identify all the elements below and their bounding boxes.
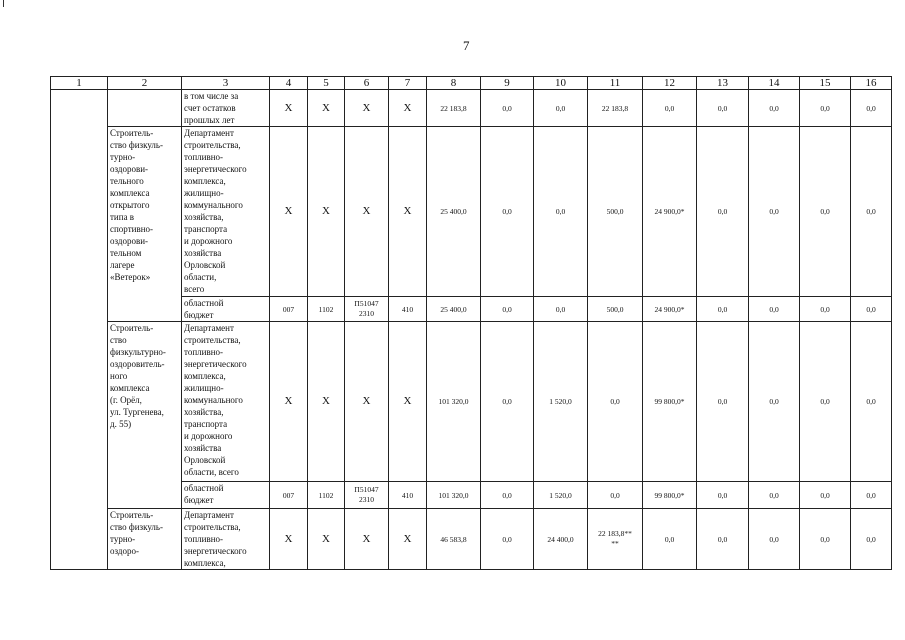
col13-cell: 0,0	[697, 297, 749, 322]
col4-cell: 007	[270, 482, 308, 509]
col11-cell: 0,0	[588, 482, 643, 509]
col14-cell: 0,0	[749, 482, 800, 509]
col15-cell: 0,0	[800, 482, 851, 509]
col9-cell: 0,0	[481, 90, 534, 127]
header-cell: 13	[697, 77, 749, 90]
col10-cell: 0,0	[534, 127, 588, 297]
col6-cell: X	[345, 322, 389, 482]
col10-cell: 1 520,0	[534, 482, 588, 509]
col11-cell: 22 183,8	[588, 90, 643, 127]
col5-cell: X	[308, 127, 345, 297]
header-cell: 3	[182, 77, 270, 90]
col13-cell: 0,0	[697, 482, 749, 509]
page-number: 7	[463, 38, 470, 53]
col9-cell: 0,0	[481, 322, 534, 482]
header-cell: 12	[643, 77, 697, 90]
col12-cell: 24 900,0*	[643, 127, 697, 297]
table-row	[51, 127, 892, 297]
col7-cell: 410	[389, 482, 427, 509]
col13-cell: 0,0	[697, 127, 749, 297]
col16-cell: 0,0	[851, 127, 892, 297]
col13-cell: 0,0	[697, 322, 749, 482]
col10-cell: 0,0	[534, 90, 588, 127]
header-cell: 7	[389, 77, 427, 90]
col6-cell: П51047 2310	[345, 297, 389, 322]
col16-cell: 0,0	[851, 297, 892, 322]
header-cell: 11	[588, 77, 643, 90]
col10-cell: 24 400,0	[534, 509, 588, 570]
budget-table	[50, 76, 892, 570]
col9-cell: 0,0	[481, 482, 534, 509]
header-cell: 15	[800, 77, 851, 90]
col15-cell: 0,0	[800, 127, 851, 297]
col9-cell: 0,0	[481, 509, 534, 570]
col4-cell: X	[270, 509, 308, 570]
col7-cell: X	[389, 127, 427, 297]
col4-cell: X	[270, 90, 308, 127]
object-cell: Строитель- ство физкультурно- оздоровитель- ного комплекса (г. Орёл, ул. Тургенева, д. 55)	[108, 322, 182, 509]
col1-cell	[51, 90, 108, 570]
col5-cell: X	[308, 322, 345, 482]
col11-cell: 0,0	[588, 322, 643, 482]
col16-cell: 0,0	[851, 90, 892, 127]
table-row	[51, 509, 892, 570]
col9-cell: 0,0	[481, 127, 534, 297]
col15-cell: 0,0	[800, 297, 851, 322]
corner-mark	[3, 0, 4, 7]
header-cell: 10	[534, 77, 588, 90]
col10-cell: 1 520,0	[534, 322, 588, 482]
header-row	[51, 77, 892, 90]
header-cell: 9	[481, 77, 534, 90]
object-cell	[108, 90, 182, 127]
description-cell: областной бюджет	[182, 482, 270, 509]
col12-cell: 99 800,0*	[643, 322, 697, 482]
col15-cell: 0,0	[800, 90, 851, 127]
col6-cell: П51047 2310	[345, 482, 389, 509]
col12-cell: 0,0	[643, 509, 697, 570]
col16-cell: 0,0	[851, 322, 892, 482]
col16-cell: 0,0	[851, 482, 892, 509]
header-cell: 4	[270, 77, 308, 90]
col8-cell: 46 583,8	[427, 509, 481, 570]
col14-cell: 0,0	[749, 127, 800, 297]
header-cell: 2	[108, 77, 182, 90]
col7-cell: 410	[389, 297, 427, 322]
object-cell: Строитель- ство физкуль- турно- оздоро-	[108, 509, 182, 570]
header-cell: 8	[427, 77, 481, 90]
col12-cell: 24 900,0*	[643, 297, 697, 322]
description-cell: Департамент строительства, топливно- энергетического комплекса, жилищно- коммунального хозяйства, транспорта и дорожного хозяйства Орловской области, всего	[182, 322, 270, 482]
object-cell: Строитель- ство физкуль- турно- оздорови- тельного комплекса открытого типа в спортивно- оздорови- тельном лагере «Ветерок»	[108, 127, 182, 322]
col5-cell: X	[308, 509, 345, 570]
col7-cell: X	[389, 322, 427, 482]
col9-cell: 0,0	[481, 297, 534, 322]
col13-cell: 0,0	[697, 90, 749, 127]
col15-cell: 0,0	[800, 322, 851, 482]
header-cell: 14	[749, 77, 800, 90]
col8-cell: 25 400,0	[427, 297, 481, 322]
col6-cell: X	[345, 509, 389, 570]
col5-cell: X	[308, 90, 345, 127]
col7-cell: X	[389, 90, 427, 127]
col5-cell: 1102	[308, 297, 345, 322]
col12-cell: 99 800,0*	[643, 482, 697, 509]
col12-cell: 0,0	[643, 90, 697, 127]
col15-cell: 0,0	[800, 509, 851, 570]
table-row	[51, 90, 892, 127]
description-cell: в том числе за счет остатков прошлых лет	[182, 90, 270, 127]
col7-cell: X	[389, 509, 427, 570]
col14-cell: 0,0	[749, 90, 800, 127]
col11-cell: 22 183,8** **	[588, 509, 643, 570]
col8-cell: 22 183,8	[427, 90, 481, 127]
col4-cell: 007	[270, 297, 308, 322]
header-cell: 1	[51, 77, 108, 90]
col8-cell: 25 400,0	[427, 127, 481, 297]
col11-cell: 500,0	[588, 127, 643, 297]
col13-cell: 0,0	[697, 509, 749, 570]
header-cell: 6	[345, 77, 389, 90]
table-row	[51, 322, 892, 482]
col4-cell: X	[270, 322, 308, 482]
col10-cell: 0,0	[534, 297, 588, 322]
col16-cell: 0,0	[851, 509, 892, 570]
col11-cell: 500,0	[588, 297, 643, 322]
col5-cell: 1102	[308, 482, 345, 509]
description-cell: Департамент строительства, топливно- энергетического комплекса, жилищно- коммунального хозяйства, транспорта и дорожного хозяйства Орловской области, всего	[182, 127, 270, 297]
header-cell: 16	[851, 77, 892, 90]
col8-cell: 101 320,0	[427, 322, 481, 482]
col6-cell: X	[345, 90, 389, 127]
col8-cell: 101 320,0	[427, 482, 481, 509]
description-cell: областной бюджет	[182, 297, 270, 322]
description-cell: Департамент строительства, топливно- энергетического комплекса,	[182, 509, 270, 570]
col6-cell: X	[345, 127, 389, 297]
col14-cell: 0,0	[749, 509, 800, 570]
header-cell: 5	[308, 77, 345, 90]
col4-cell: X	[270, 127, 308, 297]
col14-cell: 0,0	[749, 297, 800, 322]
col14-cell: 0,0	[749, 322, 800, 482]
